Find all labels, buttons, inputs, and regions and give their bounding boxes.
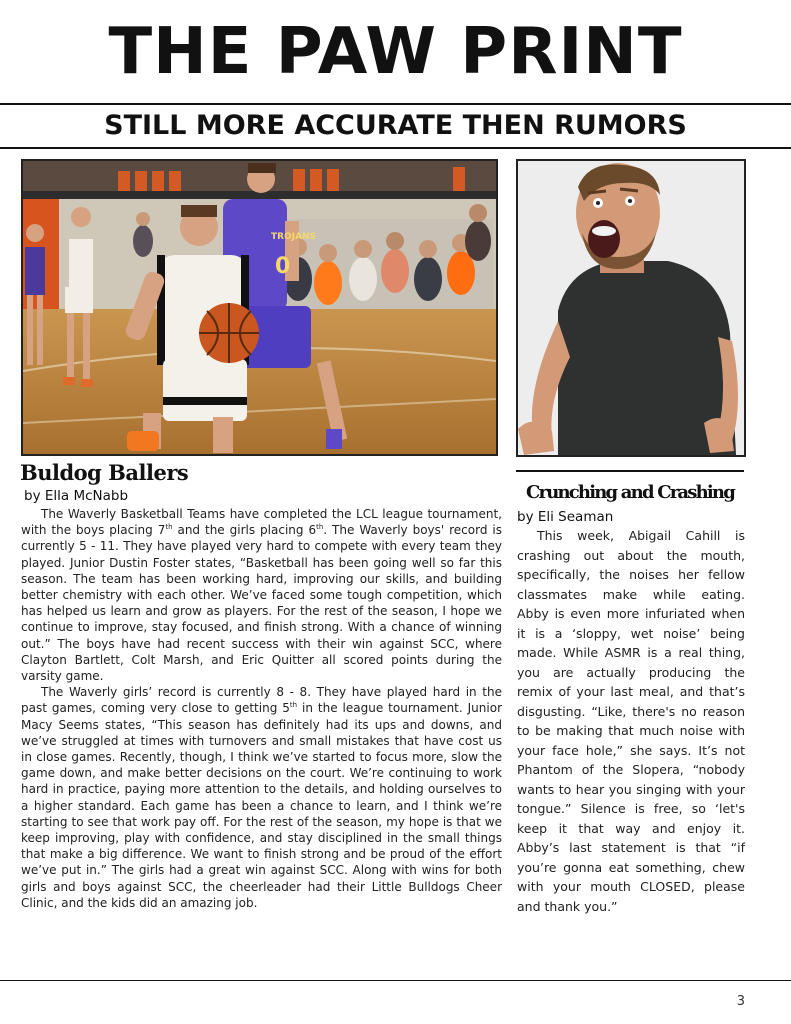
basketball-game-photo bbox=[21, 159, 498, 456]
basketball-game-illustration bbox=[23, 161, 496, 454]
article-byline-eli-seaman: by Eli Seaman bbox=[517, 509, 614, 525]
article-paragraph-girls: The Waverly girls’ record is currently 8 - 8. They have played hard in the past games, coming very close to getting 5th in the league tournament. Junior Macy Seems states, “This season has definitely had its ups and downs, and we’ve struggled at times with turnovers and small mistakes that have cost us in close games. Recently, though, I think we’ve started to focus more, slow the game down, and make better decisions on the court. We’re continuing to work hard in practice, paying more attention to the details, and holding ourselves to a higher standard. Each game has been a chance to learn, and I think we’re starting to see that work pay off. For the rest of the season, my hope is that we keep improving, play with confidence, and stay disciplined in the small things that make a big difference. We want to finish strong and be proud of the effort we’ve put in.” The girls had a great win against SCC. Along with wins for both girls and boys against SCC, the cheerleader had their Little Bulldogs Cheer Clinic, and the kids did an amazing job. bbox=[21, 685, 503, 910]
article-headline-buldog-ballers: Buldog Ballers bbox=[20, 460, 189, 485]
footer-rule bbox=[0, 980, 791, 981]
opponent-jersey-text: TROJANS bbox=[271, 232, 317, 242]
article-headline-crunching-and-crashing: Crunching and Crashing bbox=[525, 482, 734, 503]
screaming-man-photo bbox=[516, 159, 746, 457]
newspaper-masthead: THE PAW PRINT bbox=[108, 15, 683, 89]
masthead-rule-bottom bbox=[0, 147, 791, 149]
newspaper-tagline: STILL MORE ACCURATE THEN RUMORS bbox=[104, 110, 687, 141]
column-rule-right bbox=[516, 470, 744, 472]
page-number: 3 bbox=[736, 994, 745, 1009]
article-paragraph-crunching: This week, Abigail Cahill is crashing out about the mouth, specifically, the noises her fellow classmates make while eating. Abby is even more infuriated when it is a ‘sloppy, wet noise’ being made. While ASMR is a real thing, you are actually producing the remix of your last meal, and that’s disgusting. “Like, there's no reason to be making that much noise with your face hole,” she says. It’s not Phantom of the Slopera, “nobody wants to hear you singing with your tongue.” Silence is free, so ‘let's keep it that way and enjoy it. Abby’s last statement is that “if you’re gonna eat something, chew with your mouth CLOSED, please and thank you.” bbox=[517, 528, 745, 914]
masthead-rule-top bbox=[0, 103, 791, 105]
article-paragraph-boys: The Waverly Basketball Teams have completed the LCL league tournament, with the boys placing 7th and the girls placing 6th. The Waverly boys' record is currently 5 - 11. They have played very hard to compete with every team they played. Junior Dustin Foster states, “Basketball has been going well so far this season. The team has been working hard, improving our skills, and building better chemistry with each other. We’ve faced some tough competition, which has helped us learn and grow as players. For the rest of the season, I hope we continue to improve, stay focused, and finish strong. With a chance of winning out.” The boys have had recent success with their win against SCC, where Clayton Bartlett, Colt Marsh, and Eric Quitter all scored points during the varsity game. bbox=[21, 507, 502, 684]
screaming-man-illustration bbox=[518, 161, 744, 455]
article-byline-ella-mcnabb: by Ella McNabb bbox=[24, 488, 129, 504]
opponent-jersey-number: 0 bbox=[275, 254, 291, 279]
article-body-crunching-and-crashing bbox=[517, 526, 745, 916]
article-body-buldog-ballers bbox=[21, 506, 502, 911]
